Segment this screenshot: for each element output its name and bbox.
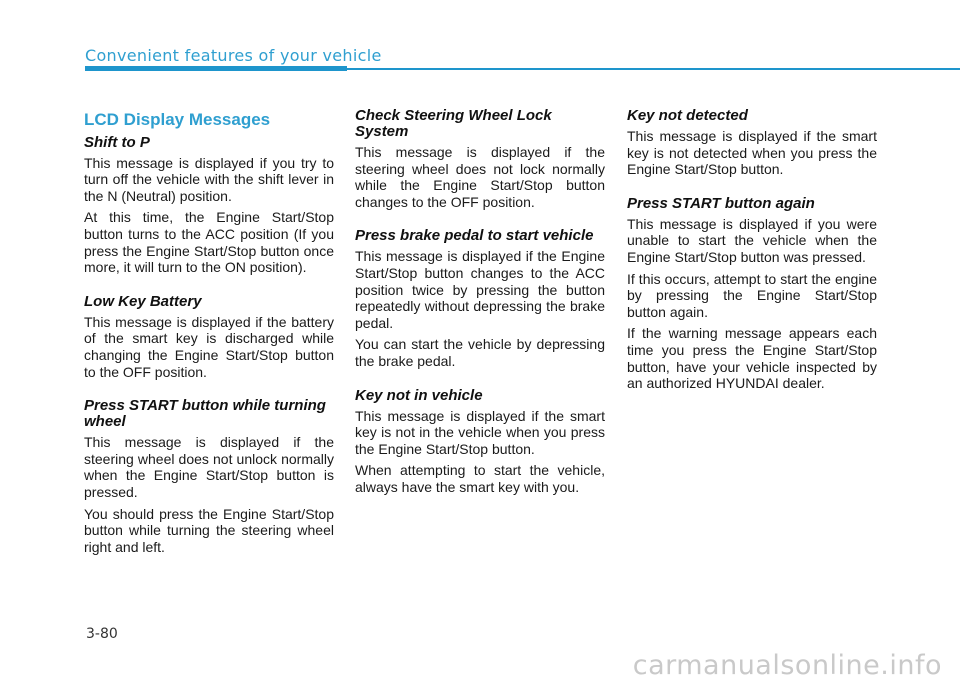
paragraph: At this time, the Engine Start/Stop button turns to the ACC position (If you press the Engine Start/Stop button once more, it will turn to the ON position).: [84, 209, 334, 276]
message-heading: Key not detected: [627, 107, 748, 124]
message-block: [627, 196, 877, 392]
paragraph: This message is displayed if the steering wheel does not lock normally while the Engine Start/Stop button changes to the OFF position.: [355, 144, 605, 210]
page-number: 3-80: [86, 626, 118, 642]
message-heading: Check Steering Wheel Lock System: [355, 107, 552, 140]
message-block: [84, 398, 334, 555]
paragraph: This message is displayed if the Engine Start/Stop button changes to the ACC position twice by pressing the button repeatedly without depressing the brake pedal.: [355, 248, 605, 331]
message-heading: Key not in vehicle: [355, 386, 483, 404]
message-block: [355, 108, 605, 210]
message-block: [84, 135, 334, 276]
chapter-title: Convenient features of your vehicle: [85, 46, 382, 65]
message-block: [355, 228, 605, 369]
watermark: carmanualsonline.info: [632, 650, 942, 681]
header-rule: [347, 68, 960, 70]
message-block: [355, 388, 605, 496]
paragraph: This message is displayed if you try to turn off the vehicle with the shift lever in the N (Neutral) position.: [84, 154, 334, 204]
column-3: [627, 108, 877, 410]
message-heading: Low Key Battery: [84, 292, 202, 310]
message-block: [627, 108, 877, 178]
section-title: LCD Display Messages: [84, 110, 271, 129]
paragraph: This message is displayed if the battery of the smart key is discharged while changing the Engine Start/Stop button to the OFF position.: [84, 313, 334, 380]
paragraph: This message is displayed if the smart key is not in the vehicle when you press the Engine Start/Stop button.: [355, 407, 605, 457]
message-heading: Press brake pedal to start vehicle: [355, 227, 594, 245]
message-heading: Press START button while turning wheel: [84, 397, 326, 431]
paragraph: You should press the Engine Start/Stop button while turning the steering wheel right and left.: [84, 505, 334, 555]
message-heading: Shift to P: [84, 133, 150, 151]
message-block: [84, 294, 334, 380]
column-2: [355, 108, 605, 514]
message-heading: Press START button again: [627, 194, 815, 212]
paragraph: This message is displayed if you were unable to start the vehicle when the Engine Start/Stop button was pressed.: [627, 215, 877, 265]
paragraph: This message is displayed if the steering wheel does not unlock normally when the Engine Start/Stop button is pressed.: [84, 434, 334, 500]
paragraph: If this occurs, attempt to start the engine by pressing the Engine Start/Stop button again.: [627, 270, 877, 320]
paragraph: This message is displayed if the smart key is not detected when you press the Engine Start/Stop button.: [627, 128, 877, 178]
header-rule-accent: [85, 66, 347, 71]
column-1: [84, 108, 334, 573]
paragraph: You can start the vehicle by depressing the brake pedal.: [355, 336, 605, 369]
paragraph: When attempting to start the vehicle, always have the smart key with you.: [355, 462, 605, 495]
paragraph: If the warning message appears each time you press the Engine Start/Stop button, have your vehicle inspected by an authorized HYUNDAI dealer.: [627, 325, 877, 392]
